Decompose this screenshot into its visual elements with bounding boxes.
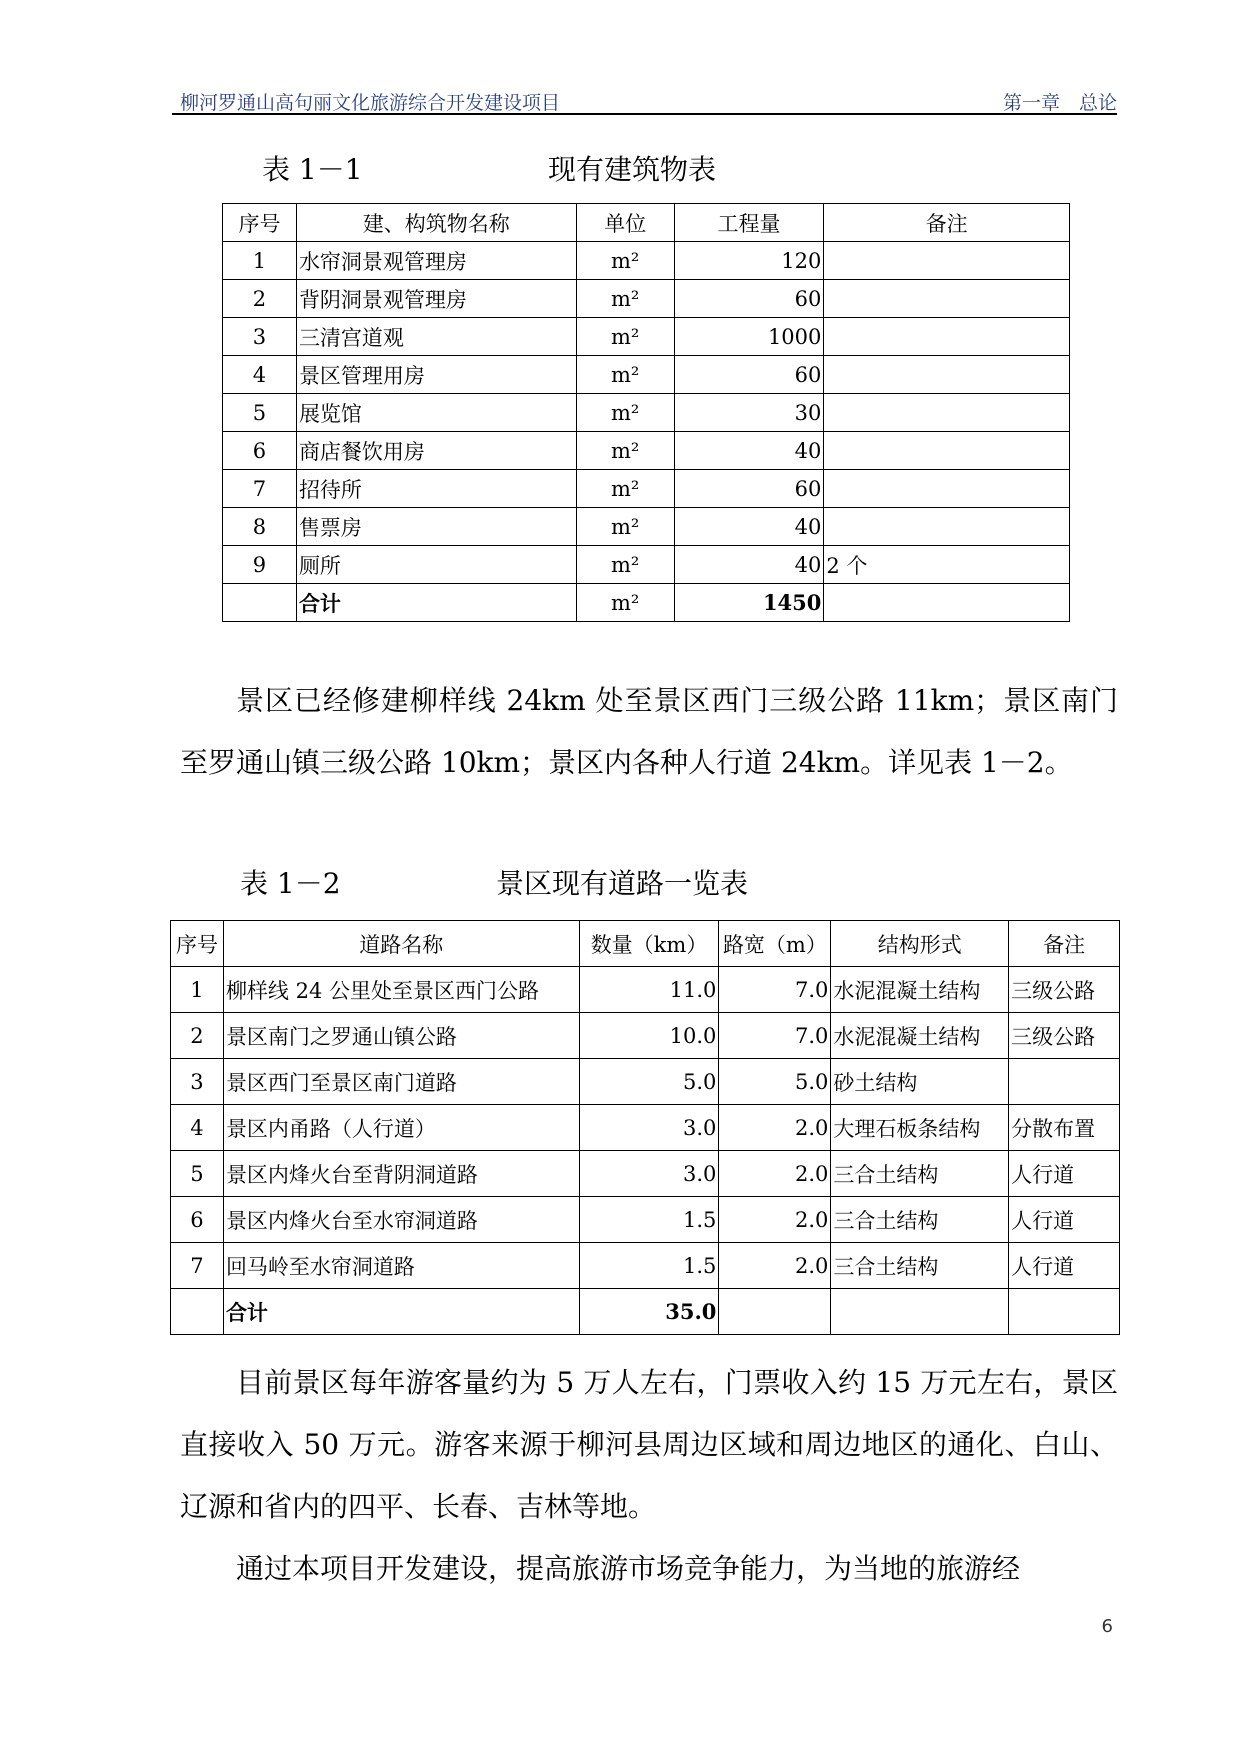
table-total-row	[223, 584, 1070, 622]
table-row	[223, 432, 1070, 470]
table-row	[171, 1197, 1120, 1243]
existing-buildings-table	[222, 203, 1070, 622]
cell-unit: m²	[576, 356, 674, 394]
col-header-no: 序号	[171, 921, 224, 967]
cell-unit: m²	[576, 242, 674, 280]
cell-unit: m²	[576, 432, 674, 470]
cell-note: 分散布置	[1009, 1105, 1120, 1151]
paragraph-roads-intro: 景区已经修建柳样线 24km 处至景区西门三级公路 11km；景区南门至罗通山镇三级公路 10km；景区内各种人行道 24km。详见表 1－2。	[180, 684, 1118, 779]
cell-note: 三级公路	[1009, 1013, 1120, 1059]
cell-length: 3.0	[579, 1105, 719, 1151]
table-total-row	[171, 1289, 1120, 1335]
cell-no: 3	[223, 318, 297, 356]
cell-no: 1	[171, 967, 224, 1013]
cell-note	[824, 470, 1070, 508]
cell-length: 3.0	[579, 1151, 719, 1197]
cell-width: 2.0	[719, 1243, 831, 1289]
total-qty: 1450	[674, 584, 824, 622]
chapter-label: 第一章 总论	[1002, 92, 1117, 114]
cell-width: 7.0	[719, 967, 831, 1013]
col-header-structure: 结构形式	[831, 921, 1009, 967]
table-row	[223, 356, 1070, 394]
cell-structure: 大理石板条结构	[831, 1105, 1009, 1151]
cell-note: 人行道	[1009, 1243, 1120, 1289]
paragraph-visitors: 目前景区每年游客量约为 5 万人左右，门票收入约 15 万元左右，景区直接收入 50 万元。游客来源于柳河县周边区域和周边地区的通化、白山、辽源和省内的四平、长春、吉林等地。	[180, 1366, 1118, 1523]
cell-no: 7	[223, 470, 297, 508]
cell-structure: 三合土结构	[831, 1197, 1009, 1243]
document-header-title: 柳河罗通山高句丽文化旅游综合开发建设项目	[180, 92, 561, 114]
cell-name: 招待所	[296, 470, 576, 508]
cell-qty: 60	[674, 470, 824, 508]
total-label: 合计	[223, 1289, 579, 1335]
cell-unit: m²	[576, 318, 674, 356]
cell-structure: 三合土结构	[831, 1243, 1009, 1289]
cell-road-name: 柳样线 24 公里处至景区西门公路	[223, 967, 579, 1013]
cell-name: 商店餐饮用房	[296, 432, 576, 470]
table-row	[171, 1059, 1120, 1105]
cell-no: 3	[171, 1059, 224, 1105]
cell-note: 三级公路	[1009, 967, 1120, 1013]
col-header-length: 数量（km）	[579, 921, 719, 967]
cell-note: 人行道	[1009, 1197, 1120, 1243]
existing-roads-table	[170, 920, 1120, 1335]
cell-qty: 1000	[674, 318, 824, 356]
cell-no: 6	[223, 432, 297, 470]
cell-no: 1	[223, 242, 297, 280]
header-divider	[172, 113, 1117, 115]
cell-qty: 120	[674, 242, 824, 280]
table2-title: 景区现有道路一览表	[496, 867, 749, 900]
table-row	[171, 1243, 1120, 1289]
table-row	[171, 1105, 1120, 1151]
cell-qty: 30	[674, 394, 824, 432]
cell-no: 8	[223, 508, 297, 546]
page-number: 6	[1101, 1616, 1113, 1637]
cell-no: 2	[171, 1013, 224, 1059]
cell-road-name: 景区西门至景区南门道路	[223, 1059, 579, 1105]
table-row	[223, 470, 1070, 508]
cell-width: 5.0	[719, 1059, 831, 1105]
cell-name: 售票房	[296, 508, 576, 546]
table-row	[223, 242, 1070, 280]
table-header-row	[171, 921, 1120, 967]
cell-road-name: 景区内烽火台至水帘洞道路	[223, 1197, 579, 1243]
cell-road-name: 回马岭至水帘洞道路	[223, 1243, 579, 1289]
cell-qty: 40	[674, 546, 824, 584]
cell-unit: m²	[576, 280, 674, 318]
cell-no: 2	[223, 280, 297, 318]
cell-note	[824, 508, 1070, 546]
cell-structure: 砂土结构	[831, 1059, 1009, 1105]
table1-number: 表 1－1	[262, 153, 363, 186]
cell-structure: 水泥混凝土结构	[831, 1013, 1009, 1059]
total-note-empty	[1009, 1289, 1120, 1335]
total-label: 合计	[296, 584, 576, 622]
cell-structure: 水泥混凝土结构	[831, 967, 1009, 1013]
cell-note	[824, 356, 1070, 394]
table2-number: 表 1－2	[240, 867, 341, 900]
cell-unit: m²	[576, 546, 674, 584]
cell-width: 2.0	[719, 1197, 831, 1243]
cell-qty: 60	[674, 280, 824, 318]
table-row	[171, 1013, 1120, 1059]
col-header-unit: 单位	[576, 204, 674, 242]
cell-name: 展览馆	[296, 394, 576, 432]
cell-note	[1009, 1059, 1120, 1105]
cell-road-name: 景区内烽火台至背阴洞道路	[223, 1151, 579, 1197]
table-header-row	[223, 204, 1070, 242]
cell-length: 5.0	[579, 1059, 719, 1105]
cell-name: 背阴洞景观管理房	[296, 280, 576, 318]
cell-note	[824, 280, 1070, 318]
total-unit: m²	[576, 584, 674, 622]
cell-length: 10.0	[579, 1013, 719, 1059]
cell-no: 9	[223, 546, 297, 584]
table-row	[223, 318, 1070, 356]
table-row	[223, 394, 1070, 432]
table1-title: 现有建筑物表	[548, 153, 717, 186]
cell-unit: m²	[576, 394, 674, 432]
cell-note: 2 个	[824, 546, 1070, 584]
col-header-note: 备注	[824, 204, 1070, 242]
cell-name: 景区管理用房	[296, 356, 576, 394]
cell-road-name: 景区内甬路（人行道）	[223, 1105, 579, 1151]
cell-length: 11.0	[579, 967, 719, 1013]
total-structure-empty	[831, 1289, 1009, 1335]
cell-no: 4	[223, 356, 297, 394]
cell-unit: m²	[576, 508, 674, 546]
cell-width: 7.0	[719, 1013, 831, 1059]
cell-no-empty	[223, 584, 297, 622]
cell-note	[824, 318, 1070, 356]
total-length: 35.0	[579, 1289, 719, 1335]
cell-name: 厕所	[296, 546, 576, 584]
cell-structure: 三合土结构	[831, 1151, 1009, 1197]
cell-no: 5	[171, 1151, 224, 1197]
table-row	[223, 546, 1070, 584]
total-width-empty	[719, 1289, 831, 1335]
cell-no-empty	[171, 1289, 224, 1335]
cell-length: 1.5	[579, 1197, 719, 1243]
cell-unit: m²	[576, 470, 674, 508]
cell-qty: 40	[674, 508, 824, 546]
cell-qty: 60	[674, 356, 824, 394]
cell-road-name: 景区南门之罗通山镇公路	[223, 1013, 579, 1059]
cell-note	[824, 242, 1070, 280]
paragraph-project-benefits: 通过本项目开发建设，提高旅游市场竞争能力，为当地的旅游经	[236, 1552, 1021, 1585]
cell-width: 2.0	[719, 1105, 831, 1151]
col-header-qty: 工程量	[674, 204, 824, 242]
cell-name: 三清宫道观	[296, 318, 576, 356]
table-row	[171, 967, 1120, 1013]
table-row	[171, 1151, 1120, 1197]
col-header-width: 路宽（m）	[719, 921, 831, 967]
table-row	[223, 508, 1070, 546]
cell-no: 4	[171, 1105, 224, 1151]
cell-no: 7	[171, 1243, 224, 1289]
cell-width: 2.0	[719, 1151, 831, 1197]
col-header-note: 备注	[1009, 921, 1120, 967]
table-row	[223, 280, 1070, 318]
col-header-name: 建、构筑物名称	[296, 204, 576, 242]
cell-note	[824, 432, 1070, 470]
cell-note	[824, 394, 1070, 432]
cell-no: 6	[171, 1197, 224, 1243]
cell-length: 1.5	[579, 1243, 719, 1289]
cell-qty: 40	[674, 432, 824, 470]
col-header-road-name: 道路名称	[223, 921, 579, 967]
col-header-no: 序号	[223, 204, 297, 242]
cell-name: 水帘洞景观管理房	[296, 242, 576, 280]
cell-note: 人行道	[1009, 1151, 1120, 1197]
total-note-empty	[824, 584, 1070, 622]
cell-no: 5	[223, 394, 297, 432]
